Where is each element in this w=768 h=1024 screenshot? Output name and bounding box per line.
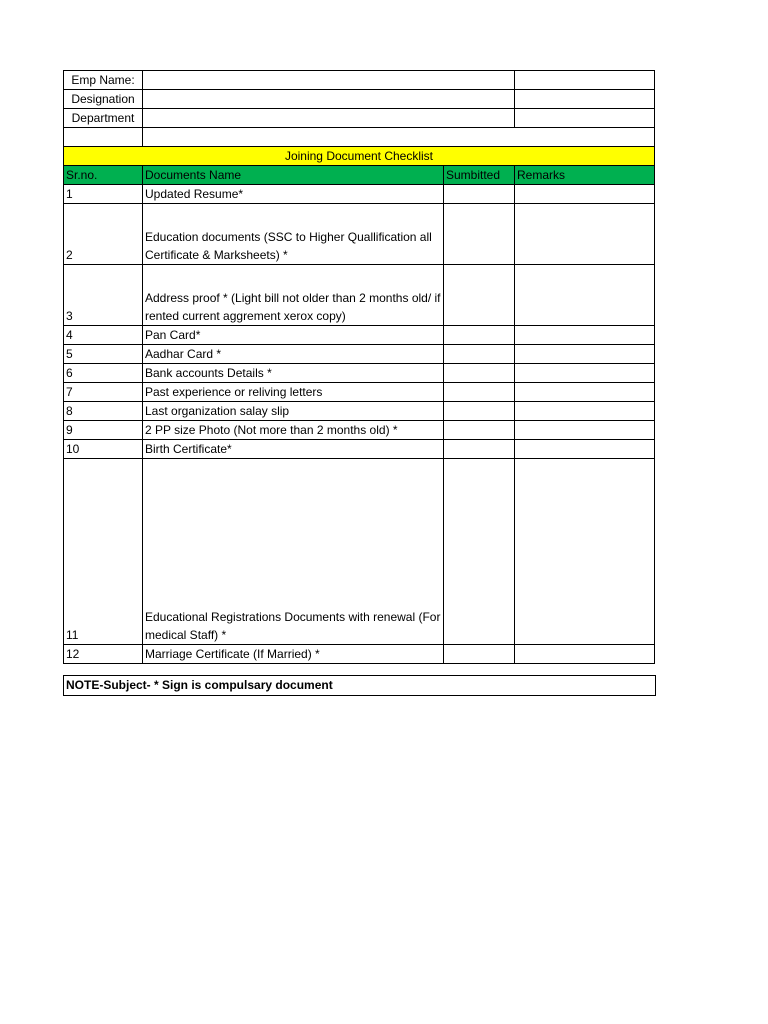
row-submitted-cell[interactable] <box>444 185 515 204</box>
row-submitted-cell[interactable] <box>444 421 515 440</box>
table-row <box>64 440 655 459</box>
note-compulsory-sign: NOTE-Subject- * Sign is compulsary document <box>63 675 656 696</box>
row-submitted-cell[interactable] <box>444 265 515 326</box>
checklist-table <box>63 70 655 664</box>
blank-info-label <box>64 128 143 147</box>
row-document: Updated Resume* <box>143 185 444 204</box>
row-submitted-cell[interactable] <box>444 459 515 645</box>
table-row <box>64 645 655 664</box>
header-remarks: Remarks <box>515 166 655 185</box>
row-remarks-cell[interactable] <box>515 645 655 664</box>
row-document: Aadhar Card * <box>143 345 444 364</box>
row-srno: 8 <box>64 402 143 421</box>
row-submitted-cell[interactable] <box>444 440 515 459</box>
row-srno: 10 <box>64 440 143 459</box>
row-document: Pan Card* <box>143 326 444 345</box>
row-remarks-cell[interactable] <box>515 364 655 383</box>
row-document: Bank accounts Details * <box>143 364 444 383</box>
emp-name-label: Emp Name: <box>64 71 143 90</box>
row-submitted-cell[interactable] <box>444 204 515 265</box>
row-remarks-cell[interactable] <box>515 204 655 265</box>
department-extra[interactable] <box>515 109 655 128</box>
department-value[interactable] <box>143 109 515 128</box>
row-remarks-cell[interactable] <box>515 383 655 402</box>
row-submitted-cell[interactable] <box>444 383 515 402</box>
row-srno: 9 <box>64 421 143 440</box>
designation-extra[interactable] <box>515 90 655 109</box>
blank-info-value[interactable] <box>143 128 655 147</box>
table-row <box>64 326 655 345</box>
row-document: Birth Certificate* <box>143 440 444 459</box>
designation-row <box>64 90 655 109</box>
row-remarks-cell[interactable] <box>515 421 655 440</box>
table-row <box>64 265 655 326</box>
checklist-title-row <box>64 147 655 166</box>
row-srno: 6 <box>64 364 143 383</box>
row-document: Address proof * (Light bill not older than 2 months old/ if rented current aggrement xerox copy) <box>143 265 444 326</box>
row-remarks-cell[interactable] <box>515 185 655 204</box>
row-srno: 4 <box>64 326 143 345</box>
department-label: Department <box>64 109 143 128</box>
table-row <box>64 402 655 421</box>
row-srno: 1 <box>64 185 143 204</box>
blank-info-row <box>64 128 655 147</box>
row-document: 2 PP size Photo (Not more than 2 months old) * <box>143 421 444 440</box>
checklist-sheet <box>63 70 654 664</box>
header-documents: Documents Name <box>143 166 444 185</box>
row-document: Past experience or reliving letters <box>143 383 444 402</box>
emp-name-value[interactable] <box>143 71 515 90</box>
table-row <box>64 185 655 204</box>
header-submitted: Sumbitted <box>444 166 515 185</box>
row-srno: 2 <box>64 204 143 265</box>
table-row <box>64 459 655 645</box>
row-remarks-cell[interactable] <box>515 440 655 459</box>
row-submitted-cell[interactable] <box>444 364 515 383</box>
table-row <box>64 345 655 364</box>
table-row <box>64 421 655 440</box>
row-document: Educational Registrations Documents with renewal (For medical Staff) * <box>143 459 444 645</box>
row-srno: 5 <box>64 345 143 364</box>
row-srno: 7 <box>64 383 143 402</box>
row-remarks-cell[interactable] <box>515 402 655 421</box>
row-submitted-cell[interactable] <box>444 345 515 364</box>
table-row <box>64 204 655 265</box>
table-row <box>64 383 655 402</box>
emp-name-row <box>64 71 655 90</box>
row-submitted-cell[interactable] <box>444 402 515 421</box>
row-document: Last organization salay slip <box>143 402 444 421</box>
row-remarks-cell[interactable] <box>515 265 655 326</box>
row-remarks-cell[interactable] <box>515 459 655 645</box>
checklist-header-row <box>64 166 655 185</box>
row-document: Education documents (SSC to Higher Quallification all Certificate & Marksheets) * <box>143 204 444 265</box>
header-srno: Sr.no. <box>64 166 143 185</box>
row-srno: 3 <box>64 265 143 326</box>
department-row <box>64 109 655 128</box>
checklist-title: Joining Document Checklist <box>64 147 655 166</box>
designation-label: Designation <box>64 90 143 109</box>
row-document: Marriage Certificate (If Married) * <box>143 645 444 664</box>
row-remarks-cell[interactable] <box>515 345 655 364</box>
row-remarks-cell[interactable] <box>515 326 655 345</box>
table-row <box>64 364 655 383</box>
row-srno: 11 <box>64 459 143 645</box>
row-submitted-cell[interactable] <box>444 326 515 345</box>
emp-name-extra[interactable] <box>515 71 655 90</box>
row-srno: 12 <box>64 645 143 664</box>
row-submitted-cell[interactable] <box>444 645 515 664</box>
designation-value[interactable] <box>143 90 515 109</box>
